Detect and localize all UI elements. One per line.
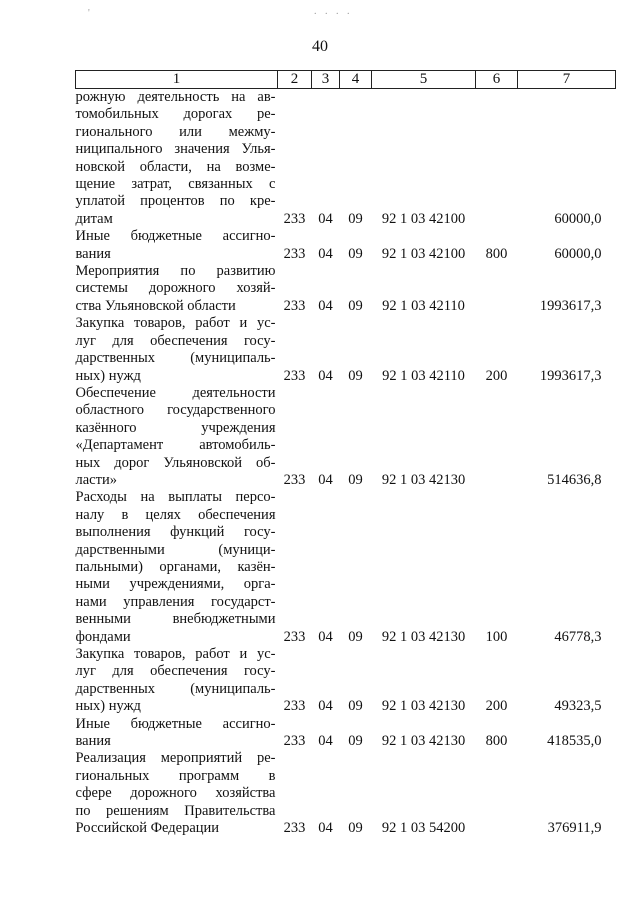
row-name-line: Российской Федерации (75, 820, 220, 837)
row-name-line: областного государственного (75, 402, 276, 419)
subsection-code: 09 (348, 210, 363, 227)
row-name (76, 489, 278, 646)
row-name (76, 750, 278, 837)
row-name-line: казённого учреждения (75, 419, 276, 436)
column-header: 1 (76, 71, 278, 89)
target-article-code: 92 1 03 42100 (381, 210, 466, 227)
row-name-line: Обеспечение деятельности (75, 384, 276, 401)
row-name (76, 228, 278, 263)
target-article-code: 92 1 03 42110 (382, 297, 465, 314)
row-name-line: Мероприятия по развитию (75, 263, 276, 280)
row-name-line: системы дорожного хозяй- (75, 280, 276, 297)
table-row (76, 646, 616, 716)
chapter-code: 233 (283, 245, 306, 262)
row-name-line: нами управления государст- (75, 593, 276, 610)
row-name-line: ных) нужд (75, 367, 141, 384)
expense-type-code (476, 263, 518, 315)
expense-type-code (476, 385, 518, 489)
section-code: 04 (318, 245, 333, 262)
section-code: 04 (318, 471, 333, 488)
target-article-code: 92 1 03 42110 (382, 367, 465, 384)
row-name-line: Расходы на выплаты персо- (75, 489, 276, 506)
chapter-code: 233 (283, 733, 306, 750)
row-name-line: луг для обеспечения госу- (75, 332, 276, 349)
chapter-code: 233 (283, 471, 306, 488)
row-name-line: Закупка товаров, работ и ус- (75, 646, 276, 662)
row-name (76, 716, 278, 751)
table-row (76, 315, 616, 385)
row-name (76, 646, 278, 716)
row-name-line: уплатой процентов по кре- (75, 193, 276, 210)
expense-type-code: 800 (485, 733, 508, 750)
scan-mark: ' (88, 8, 90, 19)
subsection-code: 09 (348, 471, 363, 488)
row-name-line: пальными) органами, казён- (75, 558, 276, 575)
table-row (76, 385, 616, 489)
target-article-code: 92 1 03 42100 (381, 245, 466, 262)
expense-type-code: 800 (485, 245, 508, 262)
chapter-code: 233 (283, 297, 306, 314)
amount: 60000,0 (554, 245, 602, 262)
row-name-line: новской области, на возме- (75, 158, 276, 175)
subsection-code: 09 (348, 820, 363, 837)
table-row (76, 489, 616, 646)
target-article-code: 92 1 03 54200 (381, 820, 466, 837)
section-code: 04 (318, 733, 333, 750)
column-header: 3 (312, 71, 340, 89)
column-header: 4 (340, 71, 372, 89)
amount: 418535,0 (547, 733, 602, 750)
budget-table (75, 70, 616, 837)
section-code: 04 (318, 367, 333, 384)
subsection-code: 09 (348, 733, 363, 750)
section-code: 04 (318, 628, 333, 645)
row-name-line: томобильных дорогах ре- (75, 106, 276, 123)
amount: 60000,0 (554, 210, 602, 227)
amount: 46778,3 (554, 628, 602, 645)
table-row (76, 89, 616, 229)
column-header: 6 (476, 71, 518, 89)
subsection-code: 09 (348, 367, 363, 384)
table-row (76, 228, 616, 263)
row-name-line: вания (75, 733, 111, 750)
row-name-line: «Департамент автомобиль- (75, 437, 276, 454)
scan-mark: . . . . (314, 6, 353, 17)
row-name-line: ных) нужд (75, 698, 141, 715)
row-name-line: луг для обеспечения госу- (75, 663, 276, 680)
chapter-code: 233 (283, 698, 306, 715)
page-number: 40 (312, 38, 328, 55)
subsection-code: 09 (348, 245, 363, 262)
column-header: 2 (278, 71, 312, 89)
row-name (76, 315, 278, 385)
chapter-code: 233 (283, 820, 306, 837)
row-name-line: ласти» (75, 471, 117, 488)
expense-type-code (476, 750, 518, 837)
row-name-line: щение затрат, связанных с (75, 176, 276, 193)
row-name-line: вания (75, 245, 111, 262)
amount: 49323,5 (554, 698, 602, 715)
row-name-line: венными внебюджетными (75, 611, 276, 628)
row-name-line: ными учреждениями, орга- (75, 576, 276, 593)
column-header: 7 (518, 71, 616, 89)
row-name-line: Иные бюджетные ассигно- (75, 715, 276, 732)
table-row (76, 716, 616, 751)
row-name-line: сфере дорожного хозяйства (75, 785, 276, 802)
row-name-line: рожную деятельность на ав- (75, 89, 276, 105)
expense-type-code: 100 (485, 628, 508, 645)
amount: 1993617,3 (539, 297, 602, 314)
row-name-line: ниципального значения Улья- (75, 141, 276, 158)
row-name-line: дарственными (муници- (75, 541, 276, 558)
section-code: 04 (318, 820, 333, 837)
chapter-code: 233 (283, 210, 306, 227)
amount: 376911,9 (547, 820, 602, 837)
subsection-code: 09 (348, 628, 363, 645)
section-code: 04 (318, 297, 333, 314)
amount: 1993617,3 (539, 367, 602, 384)
row-name-line: дарственных (муниципаль- (75, 350, 276, 367)
row-name-line: дитам (75, 210, 113, 227)
table-body (76, 89, 616, 838)
expense-type-code: 200 (485, 367, 508, 384)
table-row (76, 263, 616, 315)
row-name-line: ства Ульяновской области (75, 297, 236, 314)
row-name-line: Закупка товаров, работ и ус- (75, 315, 276, 332)
section-code: 04 (318, 210, 333, 227)
row-name (76, 263, 278, 315)
expense-type-code: 200 (485, 698, 508, 715)
row-name-line: фондами (75, 628, 131, 645)
row-name-line: по решениям Правительства (75, 802, 276, 819)
amount: 514636,8 (547, 471, 602, 488)
subsection-code: 09 (348, 698, 363, 715)
table-row (76, 750, 616, 837)
expense-type-code (476, 89, 518, 229)
row-name-line: налу в целях обеспечения (75, 506, 276, 523)
row-name-line: выполнения функций госу- (75, 524, 276, 541)
target-article-code: 92 1 03 42130 (381, 698, 466, 715)
row-name-line: Иные бюджетные ассигно- (75, 228, 276, 245)
row-name-line: дарственных (муниципаль- (75, 680, 276, 697)
row-name (76, 89, 278, 229)
chapter-code: 233 (283, 628, 306, 645)
table-header-row (76, 71, 616, 89)
chapter-code: 233 (283, 367, 306, 384)
section-code: 04 (318, 698, 333, 715)
target-article-code: 92 1 03 42130 (381, 471, 466, 488)
row-name-line: гиональных программ в (75, 767, 276, 784)
target-article-code: 92 1 03 42130 (381, 628, 466, 645)
target-article-code: 92 1 03 42130 (381, 733, 466, 750)
row-name-line: гионального или межму- (75, 123, 276, 140)
subsection-code: 09 (348, 297, 363, 314)
column-header: 5 (372, 71, 476, 89)
row-name-line: ных дорог Ульяновской об- (75, 454, 276, 471)
row-name (76, 385, 278, 489)
row-name-line: Реализация мероприятий ре- (75, 750, 276, 767)
